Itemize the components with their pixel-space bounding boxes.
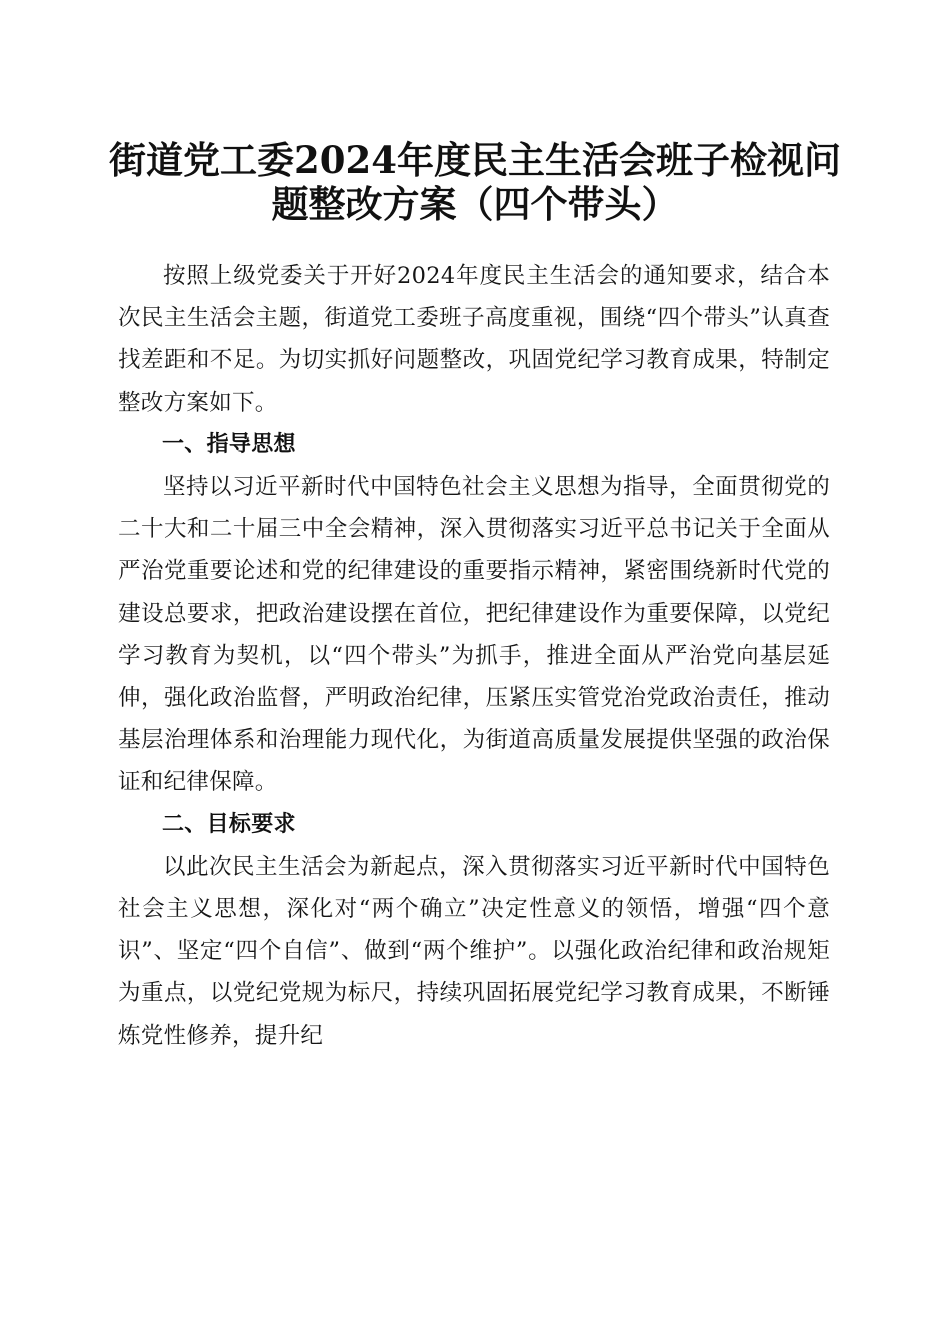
section-heading-guiding-ideology: 一、指导思想 bbox=[162, 431, 296, 457]
intro-paragraph: 按照上级党委关于开好2024年度民主生活会的通知要求，结合本次民主生活会主题，街道党工委班子高度重视，围绕“四个带头”认真查找差距和不足。为切实抓好问题整改，巩固党纪学习教育成果，特制定整改方案如下。 bbox=[118, 263, 830, 416]
section-heading-objectives: 二、目标要求 bbox=[162, 811, 296, 837]
document-title-line-2: 题整改方案（四个带头） bbox=[271, 182, 679, 226]
section-body-guiding-ideology: 坚持以习近平新时代中国特色社会主义思想为指导，全面贯彻党的二十大和二十届三中全会精神，深入贯彻落实习近平总书记关于全面从严治党重要论述和党的纪律建设的重要指示精神，紧密围绕新时代党的建设总要求，把政治建设摆在首位，把纪律建设作为重要保障，以党纪学习教育为契机，以“四个带头”为抓手，推进全面从严治党向基层延伸，强化政治监督，严明政治纪律，压紧压实管党治党政治责任，推动基层治理体系和治理能力现代化，为街道高质量发展提供坚强的政治保证和纪律保障。 bbox=[118, 474, 830, 796]
document-title-line-1: 街道党工委2024年度民主生活会班子检视问 bbox=[109, 138, 841, 182]
document-body bbox=[118, 255, 830, 1057]
section-body-objectives: 以此次民主生活会为新起点，深入贯彻落实习近平新时代中国特色社会主义思想，深化对“两个确立”决定性意义的领悟，增强“四个意识”、坚定“四个自信”、做到“两个维护”。以强化政治纪律和政治规矩为重点，以党纪党规为标尺，持续巩固拓展党纪学习教育成果，不断锤炼党性修养，提升纪 bbox=[118, 853, 830, 1049]
